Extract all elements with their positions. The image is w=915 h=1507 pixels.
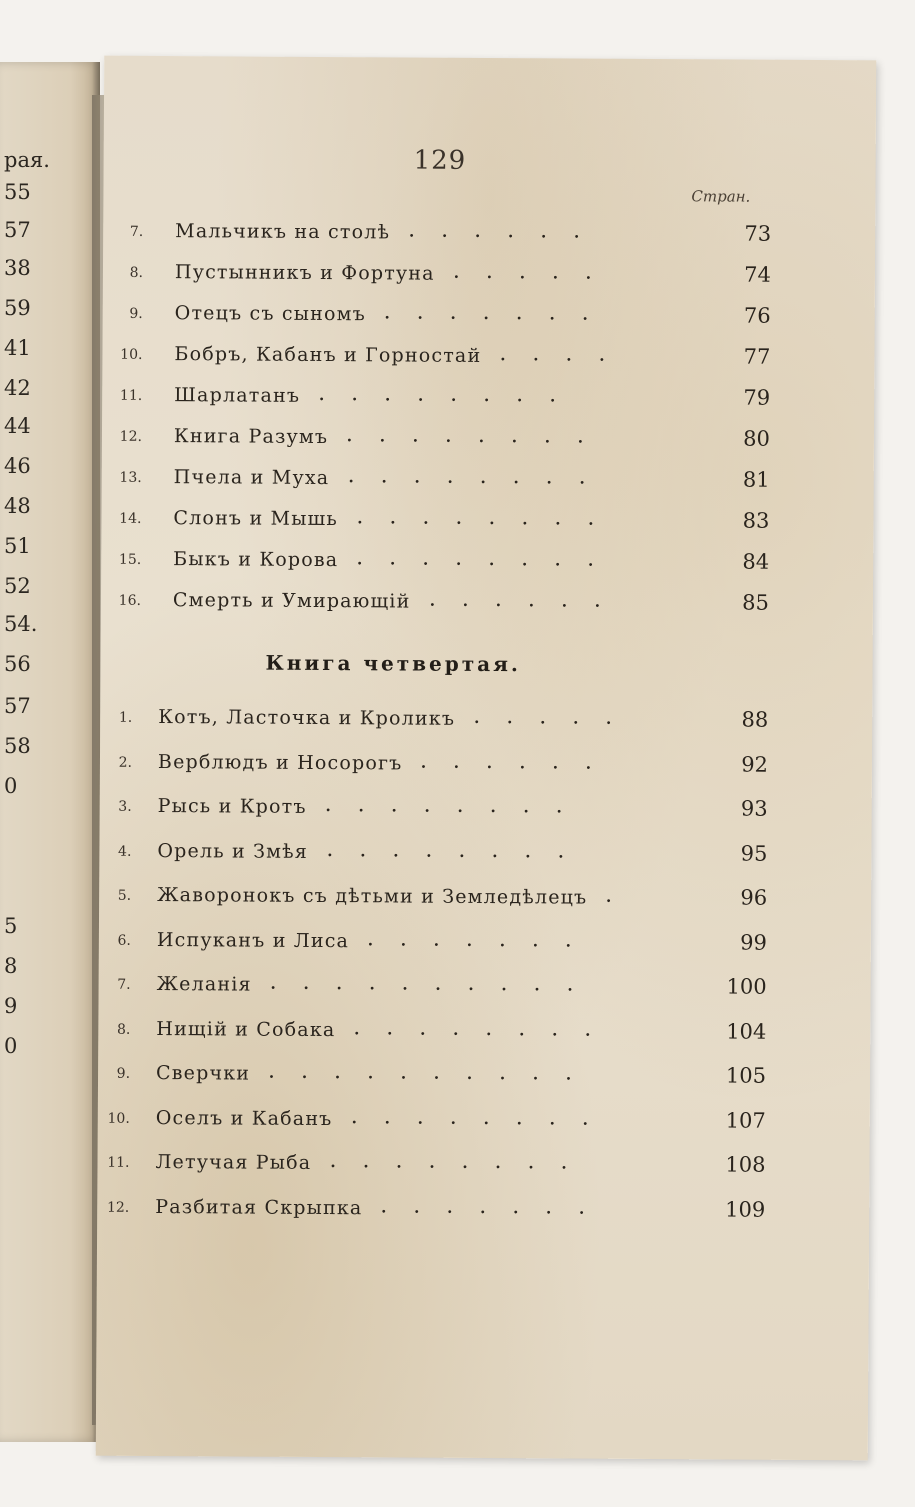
entry-page: 92 <box>741 752 769 777</box>
leader-dots: ........ <box>329 1148 594 1175</box>
left-page-fragment: 0 <box>4 1034 18 1058</box>
entry-page: 83 <box>742 508 770 533</box>
entry-page: 77 <box>743 344 771 369</box>
page-column-header: Стран. <box>691 187 751 206</box>
leader-dots: ........ <box>326 836 591 864</box>
leader-dots: .......... <box>268 1058 599 1086</box>
toc-entry <box>98 1015 870 1052</box>
toc-entry <box>99 926 871 963</box>
entry-title: Мальчикъ на столѣ <box>175 220 391 244</box>
entry-page: 84 <box>742 549 770 574</box>
entry-title: Нищій и Собака <box>156 1017 336 1041</box>
entry-title: Пустынникъ и Фортуна <box>174 261 435 285</box>
leader-dots: ........ <box>353 1014 618 1042</box>
entry-number: 15. <box>118 551 142 568</box>
book-heading: Книга четвертая. <box>265 650 521 677</box>
toc-entry <box>103 259 875 296</box>
left-page-fragment: 8 <box>4 954 18 978</box>
entry-number: 4. <box>118 843 132 860</box>
entry-title: Котъ, Ласточка и Кроликъ <box>158 705 456 730</box>
entry-page: 80 <box>743 426 771 451</box>
entry-page: 79 <box>743 385 771 410</box>
left-page-fragment: 48 <box>4 494 31 518</box>
entry-title: Отецъ съ сыномъ <box>174 302 366 326</box>
toc-entry <box>103 300 875 337</box>
entry-number: 11. <box>107 1154 130 1171</box>
leader-dots: ........ <box>356 545 621 572</box>
toc-entry <box>102 341 874 378</box>
toc-entry <box>101 505 873 542</box>
entry-number: 8. <box>129 264 144 281</box>
left-page-fragment: 56 <box>4 652 31 676</box>
entry-number: 7. <box>117 976 131 993</box>
leader-dots: ...... <box>419 748 619 775</box>
entry-page: 108 <box>725 1152 766 1177</box>
toc-entry <box>102 423 874 460</box>
entry-number: 10. <box>107 1110 130 1127</box>
leader-dots: ........ <box>318 380 583 408</box>
leader-dots: ...... <box>408 217 607 244</box>
entry-title: Быкъ и Корова <box>173 548 339 572</box>
toc-entry <box>99 882 871 919</box>
left-page-fragment: рая. <box>4 148 50 172</box>
left-page-fragment: 38 <box>4 256 31 280</box>
left-page-fragment: 54. <box>4 612 38 636</box>
entry-number: 6. <box>117 932 131 949</box>
entry-title: Бобръ, Кабанъ и Горностай <box>174 343 482 367</box>
entry-page: 104 <box>726 1018 767 1044</box>
left-page-fragment: 55 <box>4 180 31 204</box>
leader-dots: ........ <box>350 1103 615 1131</box>
entry-page: 76 <box>743 303 771 328</box>
entry-page: 93 <box>740 796 768 821</box>
left-page-fragment: 42 <box>4 376 31 400</box>
toc-entry <box>103 218 875 255</box>
entry-number: 14. <box>119 510 142 527</box>
toc-entry <box>98 1060 870 1097</box>
entry-title: Сверчки <box>156 1061 251 1085</box>
entry-number: 7. <box>129 223 144 240</box>
entry-title: Летучая Рыба <box>155 1150 312 1174</box>
entry-number: 3. <box>118 798 132 815</box>
entry-title: Рысь и Кротъ <box>157 794 307 818</box>
leader-dots: ...... <box>428 586 628 613</box>
leader-dots: ....... <box>383 299 615 326</box>
left-page-fragment: 51 <box>4 534 31 558</box>
entry-number: 10. <box>120 346 143 363</box>
entry-page: 74 <box>744 262 772 287</box>
entry-number: 9. <box>129 305 143 322</box>
entry-number: 1. <box>118 709 133 726</box>
entry-page: 88 <box>741 707 769 732</box>
left-page-fragment: 57 <box>4 218 31 242</box>
left-page-fragment: 52 <box>4 574 31 598</box>
entry-page: 73 <box>744 221 772 246</box>
leader-dots: ....... <box>380 1192 612 1220</box>
left-page-fragment: 57 <box>4 694 31 718</box>
entry-number: 13. <box>119 469 142 486</box>
entry-page: 109 <box>725 1196 766 1222</box>
entry-title: Слонъ и Мышь <box>173 507 339 531</box>
entry-page: 105 <box>725 1063 767 1088</box>
entry-number: 2. <box>118 754 133 771</box>
toc-entry <box>99 837 871 874</box>
page-number: 129 <box>413 145 467 176</box>
toc-entry <box>100 793 872 830</box>
toc-entry <box>97 1193 869 1230</box>
leader-dots: ........ <box>324 792 589 819</box>
entry-number: 9. <box>116 1065 131 1082</box>
toc-entry <box>101 546 873 583</box>
entry-title: Верблюдъ и Носорогъ <box>157 750 403 774</box>
leader-dots: ........ <box>345 422 610 449</box>
entry-title: Шарлатанъ <box>174 384 301 407</box>
entry-number: 8. <box>116 1021 131 1038</box>
left-page-fragment: 46 <box>4 454 31 478</box>
leader-dots: ........ <box>356 504 621 531</box>
entry-number: 5. <box>117 887 132 904</box>
toc-entry <box>100 748 872 785</box>
left-page-fragment: 41 <box>4 336 31 360</box>
entry-page: 100 <box>726 974 767 999</box>
leader-dots: ....... <box>366 925 598 953</box>
right-page <box>96 56 877 1461</box>
toc-entry <box>102 382 874 419</box>
entry-number: 12. <box>119 428 143 445</box>
entry-title: Оселъ и Кабанъ <box>155 1106 333 1130</box>
leader-dots: .......... <box>269 969 600 997</box>
entry-title: Жаворонокъ съ дѣтьми и Земледѣлецъ <box>157 883 588 909</box>
entry-number: 11. <box>119 387 143 404</box>
left-page-fragment: 58 <box>4 734 31 758</box>
entry-title: Книга Разумъ <box>173 425 329 449</box>
toc-entry <box>98 1104 870 1141</box>
leader-dots: ........ <box>347 463 612 490</box>
leader-dots: ..... <box>452 258 619 285</box>
left-page-fragment: 5 <box>4 914 18 938</box>
entry-page: 107 <box>725 1107 766 1133</box>
toc-entry <box>101 587 873 624</box>
entry-page: 81 <box>742 467 770 492</box>
entry-page: 96 <box>740 885 768 910</box>
leader-dots: .... <box>499 341 632 367</box>
entry-title: Орель и Змѣя <box>157 839 309 863</box>
left-page-fragment: 59 <box>4 296 31 320</box>
left-page-fragment: 44 <box>4 414 31 438</box>
toc-entry <box>97 1149 869 1186</box>
entry-title: Желанія <box>156 972 252 996</box>
leader-dots: ..... <box>473 703 639 730</box>
entry-title: Пчела и Муха <box>173 466 330 490</box>
entry-title: Разбитая Скрыпка <box>155 1195 363 1219</box>
entry-title: Смерть и Умирающій <box>172 589 411 613</box>
entry-number: 12. <box>106 1199 130 1216</box>
left-page-fragment: 9 <box>4 994 18 1018</box>
toc-entry <box>98 971 870 1008</box>
toc-entry <box>100 704 872 741</box>
entry-page: 99 <box>740 930 767 955</box>
left-page-fragment: 0 <box>4 774 18 798</box>
leader-dots: . <box>605 882 639 908</box>
entry-number: 16. <box>118 592 142 609</box>
entry-page: 95 <box>740 841 768 866</box>
left-page <box>0 62 100 1442</box>
entry-title: Испуканъ и Лиса <box>156 928 350 952</box>
entry-page: 85 <box>742 590 770 615</box>
toc-entry <box>102 464 874 501</box>
